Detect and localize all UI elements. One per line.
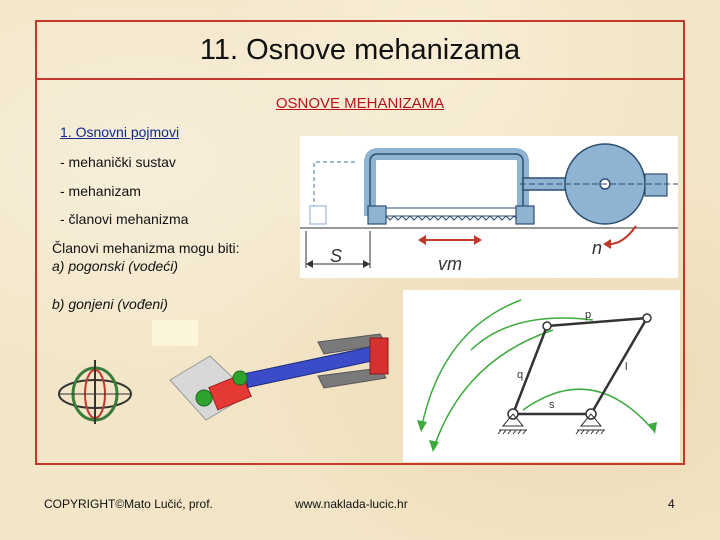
- footer-website: www.naklada-lucic.hr: [295, 497, 408, 511]
- driving-members: a) pogonski (vodeći): [52, 258, 179, 274]
- gyroscope-icon: [50, 358, 140, 426]
- slide-title: 11. Osnove mehanizama: [199, 33, 521, 66]
- section-heading: 1. Osnovni pojmovi: [60, 124, 180, 140]
- bullet-mechanical-system: - mehanički sustav: [60, 154, 176, 170]
- linkage-label-l: l: [625, 361, 628, 373]
- piston-linkage-figure: [150, 320, 396, 460]
- saw-label-vm: vm: [438, 254, 462, 274]
- linkage-label-s: s: [549, 399, 555, 411]
- saw-label-n: n: [592, 238, 603, 258]
- footer-copyright: COPYRIGHT©Mato Lučić, prof.: [44, 497, 213, 511]
- saw-label-s: S: [330, 246, 343, 266]
- bullet-members: - članovi mehanizma: [60, 211, 189, 227]
- driven-members: b) gonjeni (vođeni): [52, 296, 168, 312]
- footer-page-number: 4: [668, 497, 675, 511]
- title-bar: [37, 22, 683, 80]
- subtitle: OSNOVE MEHANIZAMA: [275, 95, 445, 112]
- members-intro: Članovi mehanizma mogu biti:: [52, 240, 240, 256]
- four-bar-linkage-figure: [403, 290, 680, 462]
- saw-mechanism-figure: [300, 136, 678, 278]
- linkage-label-p: p: [585, 309, 592, 321]
- bullet-mechanism: - mehanizam: [60, 183, 141, 199]
- linkage-label-q: q: [517, 369, 524, 381]
